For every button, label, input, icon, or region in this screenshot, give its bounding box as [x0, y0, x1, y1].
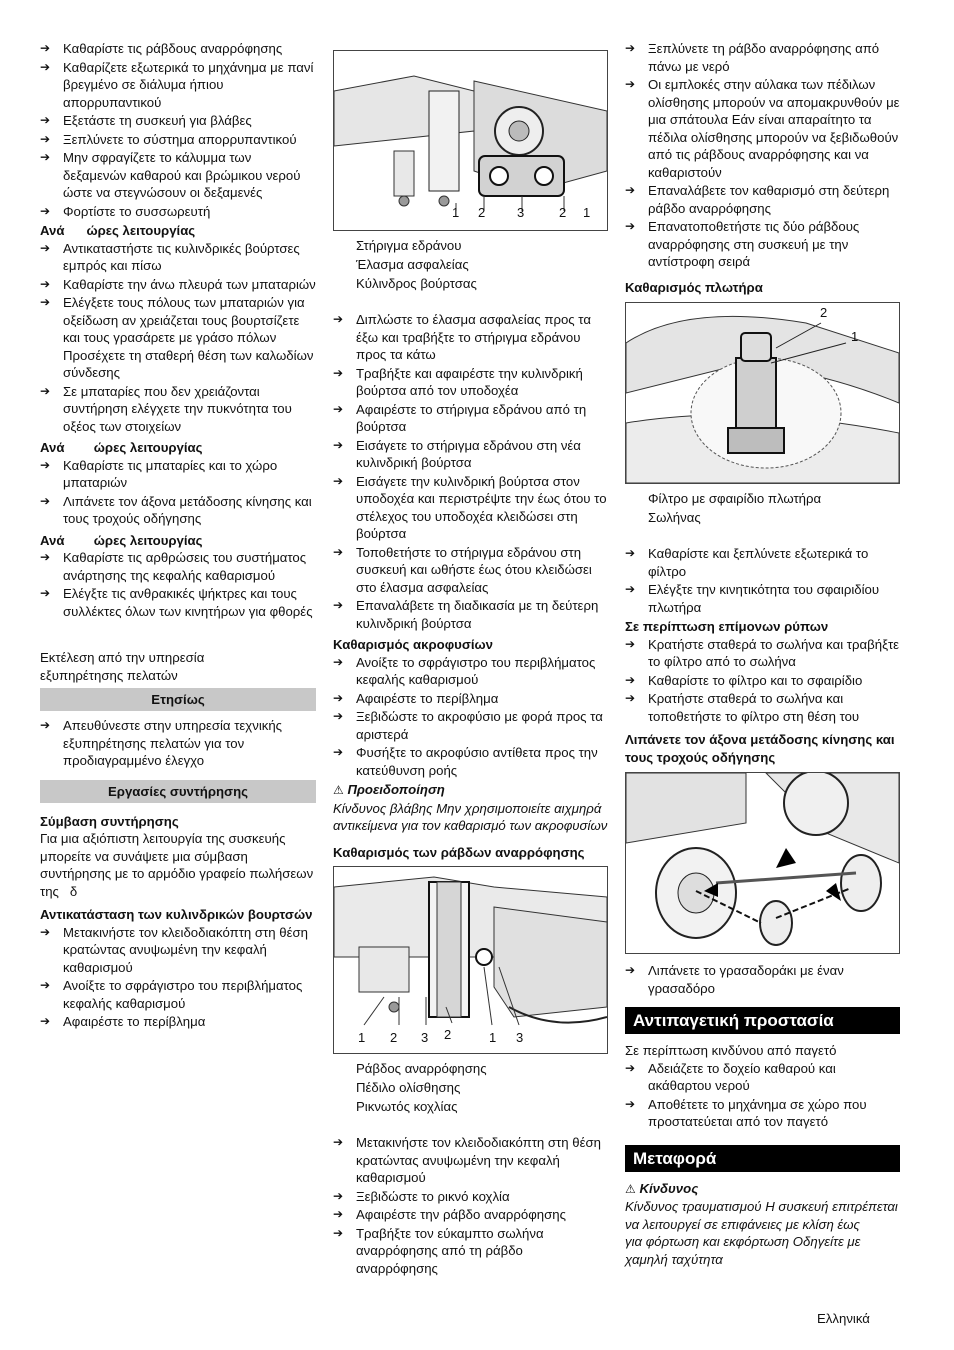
figure-label: 1 [452, 205, 460, 220]
brush-list [40, 924, 327, 1031]
list-item: ➔ Ανοίξτε το σφράγιστρο του περιβλήματος κεφαλής καθαρισμού [40, 977, 316, 1012]
list-item: ➔ Ελέγξτε τις ανθρακικές ψήκτρες και τους συλλέκτες όλων των κινητήρων για φθορές [40, 585, 316, 620]
list-item: ➔ Ξεπλύνετε τη ράβδο αναρρόφησης από πάνω με νερό [625, 40, 900, 75]
nozzle-heading: Καθαρισμός ακροφυσίων [333, 637, 493, 652]
warning-text: Κίνδυνος βλάβης Μην χρησιμοποιείτε αιχμηρά αντικείμενα για τον καθαρισμό των ακροφυσίων [333, 800, 608, 833]
suction-steps-cont [625, 40, 900, 271]
interval-list [40, 240, 316, 436]
list-item: ➔ Καθαρίστε το φίλτρο και το σφαιρίδιο [625, 672, 900, 690]
list-item: ➔ Διπλώστε το έλασμα ασφαλείας προς τα έξω και τραβήξτε το στήριγμα εδράνου προς τα κάτω [333, 311, 608, 364]
list-item: ➔ Επαναλάβετε τον καθαρισμό στη δεύτερη ράβδο αναρρόφησης [625, 182, 900, 217]
suction-heading: Καθαρισμός των ράβδων αναρρόφησης [333, 844, 585, 860]
list-item: ➔ Καθαρίστε τις ράβδους αναρρόφησης [40, 40, 316, 58]
list-item: ➔ Τοποθετήστε το στήριγμα εδράνου στη συσκευή και ωθήστε έως ότου κλειδώσει στο έλασμα ασφαλείας [333, 544, 608, 597]
brush-steps [333, 311, 608, 632]
transport-section-title: Μεταφορά [625, 1145, 900, 1172]
frost-section-title: Αντιπαγετική προστασία [625, 1007, 900, 1034]
warning-block: ⚠ Προειδοποίηση Κίνδυνος βλάβης Μην χρησιμοποιείτε αιχμηρά αντικείμενα για τον καθαρισμό των ακροφυσίων [333, 782, 608, 833]
contract-text: Για μια αξιόπιστη λειτουργία της συσκευής μπορείτε να συνάψετε μια σύμβαση συντήρησης με το αρμόδιο γραφείο πωλήσεων της δ [40, 831, 317, 899]
warning-icon: ⚠ [625, 1181, 636, 1196]
yearly-list [40, 717, 316, 770]
contract-heading: Σύμβαση συντήρησης [40, 813, 179, 829]
list-item: ➔ Εξετάστε τη συσκευή για βλάβες [40, 112, 316, 130]
list-item: ➔ Αφαιρέστε την ράβδο αναρρόφησης [333, 1206, 608, 1224]
list-item: ➔ Οι εμπλοκές στην αύλακα των πέδιλων ολίσθησης μπορούν να απομακρυνθούν με μια σπάτουλα Εάν είναι απαραίτητο τα πέδιλα ολίσθησης μπορούν να ξεβιδωθούν από τις ράβδους αναρρόφησης και να καθαριστούν [625, 76, 900, 181]
list-item: ➔ Ξεβιδώστε το ρικνό κοχλία [333, 1188, 608, 1206]
danger-text: Κίνδυνος τραυματισμού Η συσκευή επιτρέπεται να λειτουργεί σε επιφάνειες με κλίση έως για φόρτωση και εκφόρτωση Οδηγείτε με χαμηλή ταχύτητα [625, 1199, 902, 1267]
figure-label: 2 [444, 1027, 452, 1042]
list-item: ➔ Αποθέτετε το μηχάνημα σε χώρο που προστατεύεται από τον παγετό [625, 1096, 900, 1131]
list-item: ➔ Τραβήξτε και αφαιρέστε την κυλινδρική βούρτσα από τον υποδοχέα [333, 365, 608, 400]
suction-illustration [334, 867, 607, 1053]
nozzle-list [333, 654, 608, 780]
float-heading: Καθαρισμός πλωτήρα [625, 279, 763, 295]
column-3 [625, 40, 900, 1268]
list-item: ➔ Λιπάνετε τον άξονα μετάδοσης κίνησης και τους τροχούς οδήγησης [40, 493, 316, 528]
list-item: ➔ Λιπάνετε το γρασαδοράκι με έναν γρασαδόρο [625, 962, 900, 997]
page-language-footer: Ελληνικά [817, 1311, 870, 1326]
list-item: ➔ Αφαιρέστε το περίβλημα [333, 690, 608, 708]
figure-label: 3 [516, 1030, 524, 1045]
list-item: ➔ Αντικαταστήστε τις κυλινδρικές βούρτσες εμπρός και πίσω [40, 240, 316, 275]
suction-steps [333, 1134, 620, 1277]
list-item: ➔ Καθαρίστε την άνω πλευρά των μπαταριών [40, 276, 316, 294]
figure-label: 2 [478, 205, 486, 220]
list-item: ➔ Σε μπαταρίες που δεν χρειάζονται συντήρηση ελέγχετε την πυκνότητα του οξέος των στοιχείων [40, 383, 316, 436]
danger-block: ⚠ Κίνδυνος Κίνδυνος τραυματισμού Η συσκευή επιτρέπεται να λειτουργεί σε επιφάνειες με κλίση έως για φόρτωση και εκφόρτωση Οδηγείτε με χαμηλή ταχύτητα [625, 1180, 902, 1267]
list-item: ➔ Απευθύνεστε στην υπηρεσία τεχνικής εξυπηρέτησης πελατών για τον προδιαγραμμένο έλεγχο [40, 717, 316, 770]
section-bar-yearly: Ετησίως [40, 688, 316, 711]
figure-label: 1 [851, 329, 859, 344]
list-item: ➔ Καθαρίστε τις αρθρώσεις του συστήματος ανάρτησης της κεφαλής καθαρισμού [40, 549, 316, 584]
list-item: ➔ Εισάγετε την κυλινδρική βούρτσα στον υποδοχέα και περιστρέψτε την έως ότου το στέλεχος του υποδοχέα κλειδώσει στη βούρτσα [333, 473, 608, 543]
float-figure [625, 302, 900, 484]
list-item: ➔ Επανατοποθετήστε τις δύο ράβδους αναρρόφησης στη συσκευή με την αντίστροφη σειρά [625, 218, 900, 271]
figure-label: 1 [489, 1030, 497, 1045]
column-1 [40, 40, 327, 1032]
brush-figure [333, 50, 608, 231]
list-item: ➔ Κρατήστε σταθερά το σωλήνα και τοποθετήστε το φίλτρο στη θέση του [625, 690, 900, 725]
figure-caption: Ράβδος αναρρόφησης Πέδιλο ολίσθησης Ρικνωτός κοχλίας [356, 1061, 487, 1114]
lube-steps [625, 962, 900, 997]
interval-list [40, 457, 316, 528]
figure-label: 1 [358, 1030, 366, 1045]
frost-intro: Σε περίπτωση κινδύνου από παγετό [625, 1043, 837, 1058]
list-item: ➔ Αδειάζετε το δοχείο καθαρού και ακάθαρτου νερού [625, 1060, 900, 1095]
section-heading: Ανά ώρες λειτουργίας [40, 440, 203, 455]
figure-label: 3 [421, 1030, 429, 1045]
suction-figure [333, 866, 608, 1054]
dirt-steps [625, 636, 900, 726]
list-item: ➔ Ελέγξτε την κινητικότητα του σφαιριδίου πλωτήρα [625, 581, 900, 616]
brush-heading: Αντικατάσταση των κυλινδρικών βουρτσών [40, 907, 313, 922]
list-item: ➔ Καθαρίστε και ξεπλύνετε εξωτερικά το φίλτρο [625, 545, 900, 580]
list-item: ➔ Εισάγετε το στήριγμα εδράνου στη νέα κυλινδρική βούρτσα [333, 437, 608, 472]
list-item: ➔ Καθαρίζετε εξωτερικά το μηχάνημα με πανί βρεγμένο σε διάλυμα ήπιου απορρυπαντικού [40, 59, 316, 112]
list-item: ➔ Κρατήστε σταθερά το σωλήνα και τραβήξτε το φίλτρο από το σωλήνα [625, 636, 900, 671]
figure-caption: Φίλτρο με σφαιρίδιο πλωτήρα Σωλήνας [648, 491, 822, 525]
list-item: ➔ Επαναλάβετε τη διαδικασία με τη δεύτερη κυλινδρική βούρτσα [333, 597, 608, 632]
list-item: ➔ Μετακινήστε τον κλειδοδιακόπτη στη θέση κρατώντας ανυψωμένη την κεφαλή καθαρισμού [40, 924, 316, 977]
figure-label: 2 [390, 1030, 398, 1045]
figure-label: 1 [583, 205, 591, 220]
section-heading: Ανά ώρες λειτουργίας [40, 532, 203, 548]
list-item: ➔ Αφαιρέστε το στήριγμα εδράνου από τη βούρτσα [333, 401, 608, 436]
figure-caption: Στήριγμα εδράνου Έλασμα ασφαλείας Κύλινδρος βούρτσας [356, 238, 477, 291]
list-item: ➔ Ξεπλύνετε το σύστημα απορρυπαντικού [40, 131, 316, 149]
dirt-heading: Σε περίπτωση επίμονων ρύπων [625, 619, 829, 634]
list-item: ➔ Ελέγξετε τους πόλους των μπαταριών για οξείδωση αν χρειάζεται τους βουρτσίζετε και τους γρασάρετε με γράσο πόλων Προσέχετε τη σταθερή θέση των καλωδίων σύνδεσης [40, 294, 316, 382]
figure-label: 2 [820, 305, 828, 320]
list-item: ➔ Αφαιρέστε το περίβλημα [40, 1013, 316, 1031]
list-item: ➔ Φορτίστε το συσσωρευτή [40, 203, 316, 221]
frost-steps [625, 1060, 900, 1131]
lube-illustration [626, 773, 899, 953]
list-item: ➔ Ξεβιδώστε το ακροφύσιο με φορά προς τα αριστερά [333, 708, 608, 743]
list-item: ➔ Φυσήξτε το ακροφύσιο αντίθετα προς την κατεύθυνση ροής [333, 744, 608, 779]
float-steps [625, 545, 900, 616]
daily-list [40, 40, 316, 220]
list-item: ➔ Μετακινήστε τον κλειδοδιακόπτη στη θέση κρατώντας ανυψωμένη την κεφαλή καθαρισμού [333, 1134, 608, 1187]
lube-figure [625, 772, 900, 954]
interval-list [40, 549, 316, 620]
list-item: ➔ Τραβήξτε τον εύκαμπτο σωλήνα αναρρόφησης από τη ράβδο αναρρόφησης [333, 1225, 608, 1278]
list-item: ➔ Μην σφραγίζετε το κάλυμμα των δεξαμενών καθαρού και βρώμικου νερού ώστε να στεγνώσουν οι δεξαμενές [40, 149, 316, 202]
figure-label: 3 [517, 205, 525, 220]
section-heading: Ανά ώρες λειτουργίας [40, 223, 196, 238]
lube-heading: Λιπάνετε τον άξονα μετάδοσης κίνησης και τους τροχούς οδήγησης [625, 732, 895, 765]
service-note: Εκτέλεση από την υπηρεσία εξυπηρέτησης πελατών [40, 650, 205, 683]
section-bar-maintenance: Εργασίες συντήρησης [40, 780, 316, 803]
list-item: ➔ Ανοίξτε το σφράγιστρο του περιβλήματος κεφαλής καθαρισμού [333, 654, 608, 689]
column-2 [333, 40, 620, 1278]
list-item: ➔ Καθαρίστε τις μπαταρίες και το χώρο μπαταριών [40, 457, 316, 492]
figure-label: 2 [559, 205, 567, 220]
warning-icon: ⚠ [333, 783, 344, 797]
